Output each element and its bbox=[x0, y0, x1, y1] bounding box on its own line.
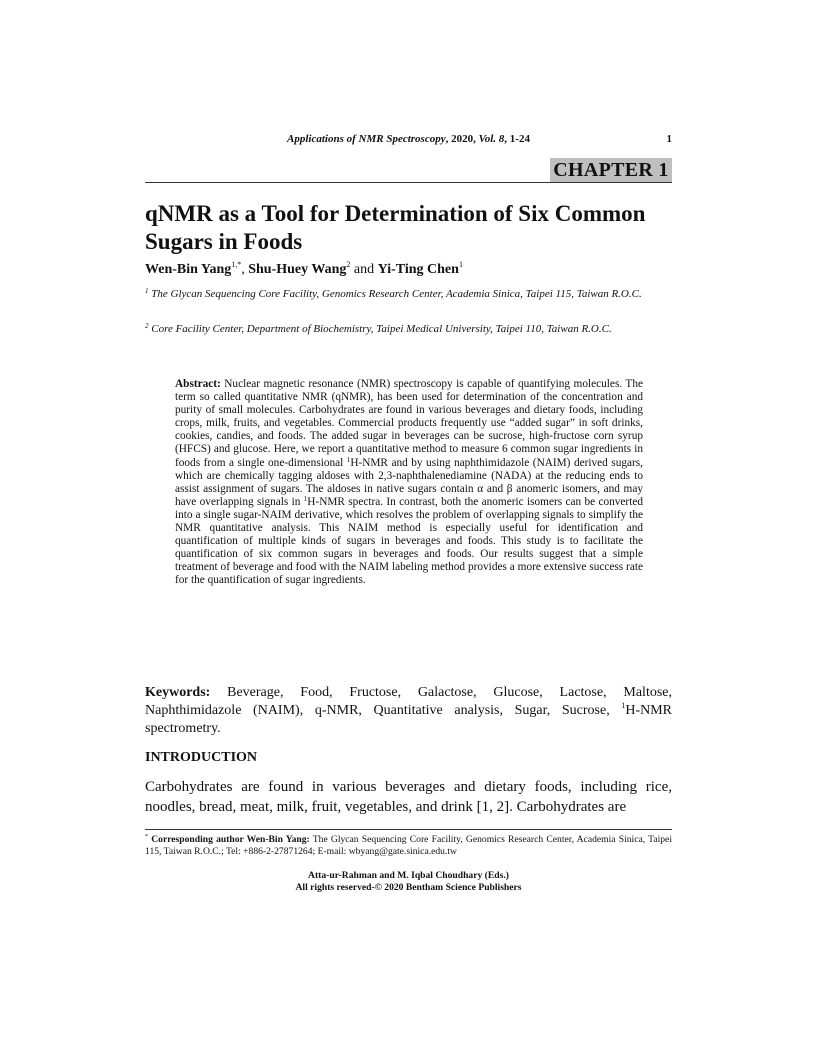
chapter-label: CHAPTER 1 bbox=[550, 158, 672, 182]
superscript: 1 bbox=[346, 455, 351, 464]
keywords-text: Beverage, Food, Fructose, Galactose, Glucose, Lactose, Maltose, Naphthimidazole (NAIM), q-NMR, Quantitative analysis, Sugar, Sucrose, bbox=[145, 685, 672, 718]
article-title: qNMR as a Tool for Determination of Six Common Sugars in Foods bbox=[145, 201, 646, 254]
journal-year: , 2020, bbox=[445, 133, 479, 145]
author-separator: , bbox=[241, 262, 249, 277]
abstract-label: Abstract: bbox=[175, 378, 221, 390]
copyright-line: All rights reserved-© 2020 Bentham Science Publishers bbox=[295, 882, 522, 893]
keywords-text: H-NMR spectrometry. bbox=[145, 703, 672, 736]
introduction-paragraph: Carbohydrates are found in various beverages and dietary foods, including rice, noodles, bread, meat, milk, fruit, vegetables, and drink [1, 2]. Carbohydrates are bbox=[145, 779, 672, 815]
author-list bbox=[145, 262, 672, 278]
affiliation-mark: 1 bbox=[145, 287, 149, 295]
author-name: Wen-Bin Yang bbox=[145, 262, 232, 277]
footnote-text: The Glycan Sequencing Core Facility, Genomics Research Center, Academia Sinica, Taipei 115, Taiwan R.O.C.; Tel: +886-2-27871264; E-mail: wbyang@gate.sinica.edu.tw bbox=[145, 834, 672, 857]
author-affiliation-mark: 2 bbox=[346, 260, 351, 269]
chapter-divider bbox=[145, 182, 672, 183]
journal-title: Applications of NMR Spectroscopy bbox=[287, 133, 446, 145]
editors-block bbox=[145, 870, 672, 894]
superscript: 1 bbox=[303, 494, 308, 503]
abstract-text: H-NMR spectra. In contrast, both the anomeric isomers can be converted into a single sugar-NAIM derivative, which resolves the problem of overlapping signals to simplify the NMR quantitative analysis. This NAIM method is especially useful for identification and quantification of multiple kinds of sugars in beverages and foods. This study is to facilitate the quantification of six common sugars in beverages and foods. Our results suggest that a simple treatment of beverage and food with the NAIM labeling method provides a more extensive success rate for the quantification of sugar ingredients. bbox=[175, 495, 643, 587]
affiliation-text: Core Facility Center, Department of Biochemistry, Taipei Medical University, Taipei 110, Taiwan R.O.C. bbox=[151, 323, 612, 335]
author-name: Yi-Ting Chen bbox=[377, 262, 459, 277]
author-affiliation-mark: 1 bbox=[458, 260, 463, 269]
author-affiliation-mark: 1,* bbox=[231, 260, 242, 269]
affiliation bbox=[145, 322, 672, 336]
footnote-mark: * bbox=[145, 834, 148, 840]
abstract-text: H-NMR and by using naphthimidazole (NAIM) derived sugars, which are chemically tagging aldoses with 2,3-naphthalenediamine (NADA) at the reducing ends to assist assignment of sugars. The aldoses in native sugars contain α and β anomeric isomers, and may have overlapping signals in bbox=[175, 456, 643, 508]
abstract-text: Nuclear magnetic resonance (NMR) spectroscopy is capable of quantifying molecules. The term so called quantitative NMR (qNMR), has been used for determination of the concentration and purity of small molecules. Carbohydrates are found in various beverages and dietary foods, including crops, milk, fruits, and vegetables. Commercial products frequently use “added sugar” in soft drinks, cookies, candies, and foods. The added sugar in beverages can be sucrose, high-fructose corn syrup (HFCS) and glucose. Here, we report a quantitative method to measure 6 common sugar ingredients in foods from a single one-dimensional bbox=[175, 378, 643, 469]
journal-pages: , 1-24 bbox=[504, 133, 530, 145]
section-heading: INTRODUCTION bbox=[145, 750, 258, 765]
keywords bbox=[145, 684, 672, 738]
page-number: 1 bbox=[666, 133, 672, 145]
author-name: Shu-Huey Wang bbox=[248, 262, 347, 277]
abstract bbox=[175, 378, 643, 588]
affiliation bbox=[145, 287, 672, 301]
journal-volume: Vol. 8 bbox=[478, 133, 505, 145]
footnote-label: Corresponding author Wen-Bin Yang: bbox=[151, 834, 310, 845]
editors-line: Atta-ur-Rahman and M. Iqbal Choudhary (Eds.) bbox=[308, 870, 509, 881]
author-separator: and bbox=[350, 262, 378, 277]
running-head bbox=[145, 133, 672, 151]
footnote-divider bbox=[145, 829, 672, 830]
footnote bbox=[145, 834, 672, 858]
keywords-label: Keywords: bbox=[145, 685, 211, 700]
affiliation-mark: 2 bbox=[145, 322, 149, 330]
affiliation-text: The Glycan Sequencing Core Facility, Genomics Research Center, Academia Sinica, Taipei 115, Taiwan R.O.C. bbox=[151, 288, 642, 300]
superscript: 1 bbox=[621, 701, 626, 710]
journal-citation bbox=[145, 133, 672, 145]
